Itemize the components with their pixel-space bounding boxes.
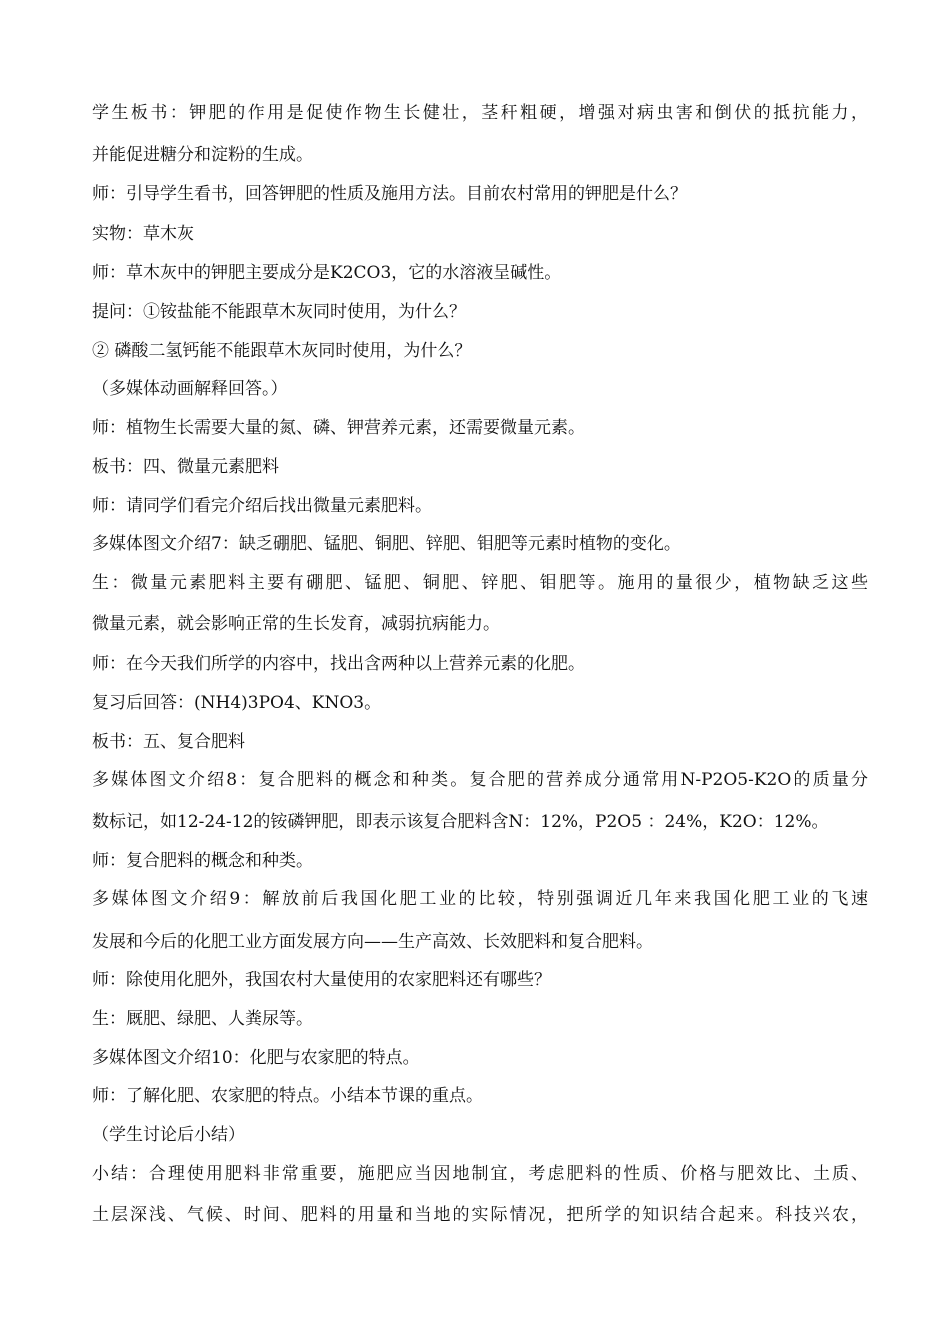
text-line: 微量元素，就会影响正常的生长发育，减弱抗病能力。: [92, 614, 500, 634]
text-line: 实物：草木灰: [92, 224, 194, 244]
text-line: （多媒体动画解释回答。）: [92, 379, 288, 399]
text-line: 小结：合理使用肥料非常重要，施肥应当因地制宜，考虑肥料的性质、价格与肥效比、土质、: [92, 1164, 868, 1184]
text-line: 生：微量元素肥料主要有硼肥、锰肥、铜肥、锌肥、钼肥等。施用的量很少，植物缺乏这些: [92, 573, 868, 593]
text-line: 板书：五、复合肥料: [92, 732, 245, 752]
text-line: 师：除使用化肥外，我国农村大量使用的农家肥料还有哪些？: [92, 970, 551, 990]
text-line: 多媒体图文介绍9：解放前后我国化肥工业的比较，特别强调近几年来我国化肥工业的飞速: [92, 889, 868, 909]
text-line: 师：草木灰中的钾肥主要成分是K2CO3，它的水溶液呈碱性。: [92, 263, 562, 283]
text-line: （学生讨论后小结）: [92, 1125, 245, 1145]
text-line: 师：在今天我们所学的内容中，找出含两种以上营养元素的化肥。: [92, 654, 585, 674]
text-line: 土层深浅、气候、时间、肥料的用量和当地的实际情况，把所学的知识结合起来。科技兴农，: [92, 1205, 868, 1225]
text-line: ② 磷酸二氢钙能不能跟草木灰同时使用，为什么？: [92, 341, 472, 361]
text-line: 师：了解化肥、农家肥的特点。小结本节课的重点。: [92, 1086, 483, 1106]
text-line: 板书：四、微量元素肥料: [92, 457, 279, 477]
text-line: 师：请同学们看完介绍后找出微量元素肥料。: [92, 496, 432, 516]
text-line: 师：引导学生看书，回答钾肥的性质及施用方法。目前农村常用的钾肥是什么？: [92, 184, 687, 204]
text-line: 多媒体图文介绍7：缺乏硼肥、锰肥、铜肥、锌肥、钼肥等元素时植物的变化。: [92, 534, 681, 554]
text-line: 师：植物生长需要大量的氮、磷、钾营养元素，还需要微量元素。: [92, 418, 585, 438]
text-line: 数标记，如12-24-12的铵磷钾肥，即表示该复合肥料含N：12%，P2O5 ：24%，K2O：12%。: [92, 812, 829, 832]
text-line: 提问：①铵盐能不能跟草木灰同时使用，为什么？: [92, 302, 466, 322]
text-line: 并能促进糖分和淀粉的生成。: [92, 145, 313, 165]
text-line: 复习后回答：(NH4)3PO4、KNO3。: [92, 693, 382, 713]
text-line: 多媒体图文介绍8：复合肥料的概念和种类。复合肥的营养成分通常用N-P2O5-K2O的质量分: [92, 770, 868, 790]
text-line: 多媒体图文介绍10：化肥与农家肥的特点。: [92, 1048, 420, 1068]
text-line: 发展和今后的化肥工业方面发展方向——生产高效、长效肥料和复合肥料。: [92, 932, 653, 952]
text-line: 生：厩肥、绿肥、人粪尿等。: [92, 1009, 313, 1029]
text-line: 师：复合肥料的概念和种类。: [92, 851, 313, 871]
text-line: 学生板书：钾肥的作用是促使作物生长健壮，茎秆粗硬，增强对病虫害和倒伏的抵抗能力，: [92, 103, 868, 123]
